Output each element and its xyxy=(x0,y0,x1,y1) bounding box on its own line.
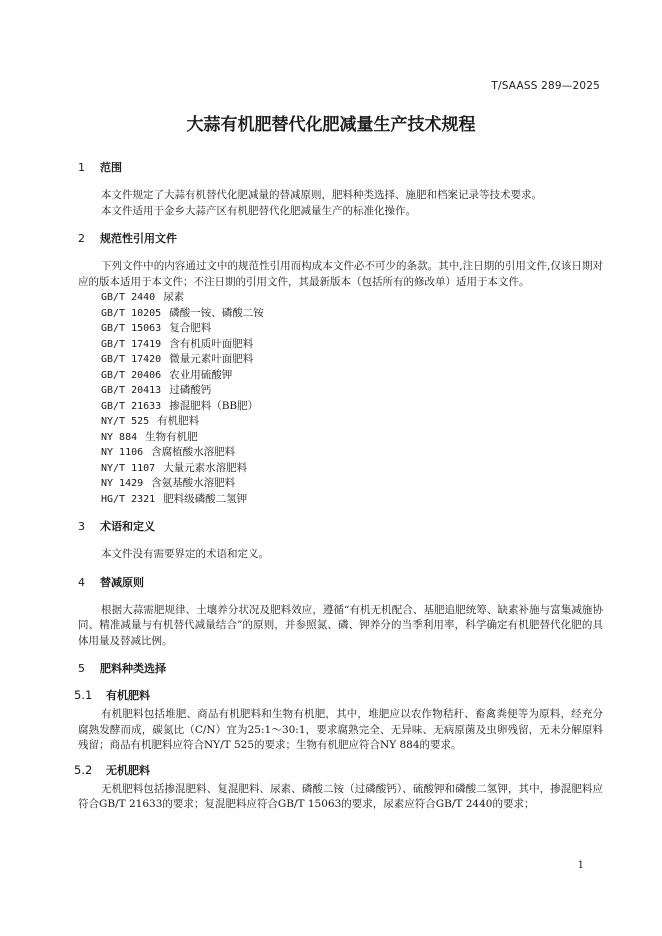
reference-list xyxy=(78,290,603,507)
references-intro: 下列文件中的内容通过文中的规范性引用而构成本文件必不可少的条款。其中,注日期的引用文件,仅该日期对应的版本适用于本文件；不注日期的引用文件，其最新版本（包括所有的修改单）适用于本文件。 xyxy=(78,260,603,288)
terms-paragraph: 本文件没有需要界定的术语和定义。 xyxy=(101,548,269,560)
scope-paragraph-1: 本文件规定了大蒜有机替代化肥减量的替减原则，肥料种类选择、施肥和档案记录等技术要求。 xyxy=(101,189,542,201)
section-title: 肥料种类选择 xyxy=(100,662,166,675)
reference-name: 尿素 xyxy=(163,291,185,303)
reference-name: 有机肥料 xyxy=(157,415,200,427)
reference-code: NY 1106 xyxy=(101,447,144,458)
scope-paragraph-2: 本文件适用于金乡大蒜产区有机肥替代化肥减量生产的标准化操作。 xyxy=(101,204,416,217)
reference-item xyxy=(78,476,603,492)
reference-name: 过磷酸钙 xyxy=(169,384,212,396)
reference-code: GB/T 10205 xyxy=(101,307,162,319)
reference-code: GB/T 20406 xyxy=(101,369,162,381)
document-body xyxy=(74,158,603,813)
reference-item xyxy=(78,337,603,353)
reference-code: HG/T 2321 xyxy=(101,493,156,505)
reference-name: 含腐植酸水溶肥料 xyxy=(151,446,236,458)
reference-item xyxy=(78,321,603,337)
subsection-number: 5.2 xyxy=(74,762,93,777)
section-number: 4 xyxy=(78,575,85,589)
reference-code: GB/T 17420 xyxy=(101,354,162,365)
reference-code: NY/T 525 xyxy=(101,416,150,427)
organic-fertilizer-paragraph: 有机肥料包括堆肥、商品有机肥料和生物有机肥，其中，堆肥应以农作物秸秆、畜禽粪便等为原料，经充分腐熟发酵而成，碳氮比（C/N）宜为25:1～30:1，要求腐熟完全、无异味、无病原菌及虫卵残留，无未分解原料残留；商品有机肥料应符合NY/T 525的要求；生物有机肥应符合NY 884的要求。 xyxy=(78,708,603,751)
inorganic-fertilizer-paragraph: 无机肥料包括掺混肥料、复混肥料、尿素、磷酸二铵（过磷酸钙）、硫酸钾和磷酸二氢钾，其中，掺混肥料应符合GB/T 21633的要求；复混肥料应符合GB/T 15063的要求，尿素应符合GB/T 2440的要求； xyxy=(78,782,603,810)
reference-item xyxy=(78,461,603,477)
reference-name: 含有机质叶面肥料 xyxy=(169,337,254,350)
reference-item xyxy=(78,430,603,446)
section-4-heading xyxy=(78,573,603,593)
reference-name: 复合肥料 xyxy=(169,322,212,334)
reference-item xyxy=(78,414,603,430)
reference-item xyxy=(78,445,603,461)
standard-code: T/SAASS 289—2025 xyxy=(491,80,600,92)
reference-code: GB/T 21633 xyxy=(101,400,162,412)
reference-item xyxy=(78,383,603,399)
reference-name: 掺混肥料（BB肥） xyxy=(169,399,259,412)
reference-item xyxy=(78,306,603,322)
reference-code: NY/T 1107 xyxy=(101,462,156,474)
reference-name: 磷酸一铵、磷酸二铵 xyxy=(169,306,264,319)
reference-item xyxy=(78,352,603,368)
section-title: 术语和定义 xyxy=(100,520,155,533)
reference-name: 含氨基酸水溶肥料 xyxy=(151,477,236,489)
reference-code: GB/T 15063 xyxy=(101,323,162,334)
reference-item xyxy=(78,492,603,508)
section-title: 范围 xyxy=(100,161,122,174)
section-title: 规范性引用文件 xyxy=(100,232,177,245)
section-5-2-heading xyxy=(74,760,603,780)
section-2-heading xyxy=(78,229,603,249)
section-5-heading xyxy=(78,659,603,679)
section-1-heading xyxy=(78,158,603,178)
reference-code: GB/T 2440 xyxy=(101,292,156,303)
section-5-1-heading xyxy=(74,685,603,705)
reference-code: NY 884 xyxy=(101,431,138,443)
reference-code: GB/T 17419 xyxy=(101,338,162,350)
reference-code: GB/T 20413 xyxy=(101,385,162,396)
section-number: 5 xyxy=(78,662,85,675)
reference-code: NY 1429 xyxy=(101,478,144,489)
principles-paragraph: 根据大蒜需肥规律、土壤养分状况及肥料效应，遵循“有机无机配合、基肥追肥统筹、缺素补施与富集减施协同、精准减量与有机替代减量结合”的原则，并参照氮、磷、钾养分的当季利用率，科学确定有机肥替代化肥的具体用量及替减比例。 xyxy=(78,603,603,647)
section-3-heading xyxy=(78,517,603,537)
section-title: 替减原则 xyxy=(100,575,144,589)
page-number: 1 xyxy=(577,860,584,871)
reference-item xyxy=(78,290,603,306)
reference-name: 大量元素水溶肥料 xyxy=(163,461,248,474)
section-number: 3 xyxy=(78,520,85,533)
reference-item xyxy=(78,368,603,384)
section-number: 2 xyxy=(78,232,85,245)
reference-name: 生物有机肥 xyxy=(145,430,198,443)
subsection-number: 5.1 xyxy=(74,688,93,702)
subsection-title: 无机肥料 xyxy=(106,763,150,777)
subsection-title: 有机肥料 xyxy=(106,689,150,702)
reference-name: 微量元素叶面肥料 xyxy=(169,353,254,365)
reference-item xyxy=(78,399,603,415)
reference-name: 肥料级磷酸二氢钾 xyxy=(163,492,248,505)
document-title: 大蒜有机肥替代化肥减量生产技术规程 xyxy=(186,115,476,135)
section-number: 1 xyxy=(78,161,85,174)
reference-name: 农业用硫酸钾 xyxy=(169,368,233,381)
